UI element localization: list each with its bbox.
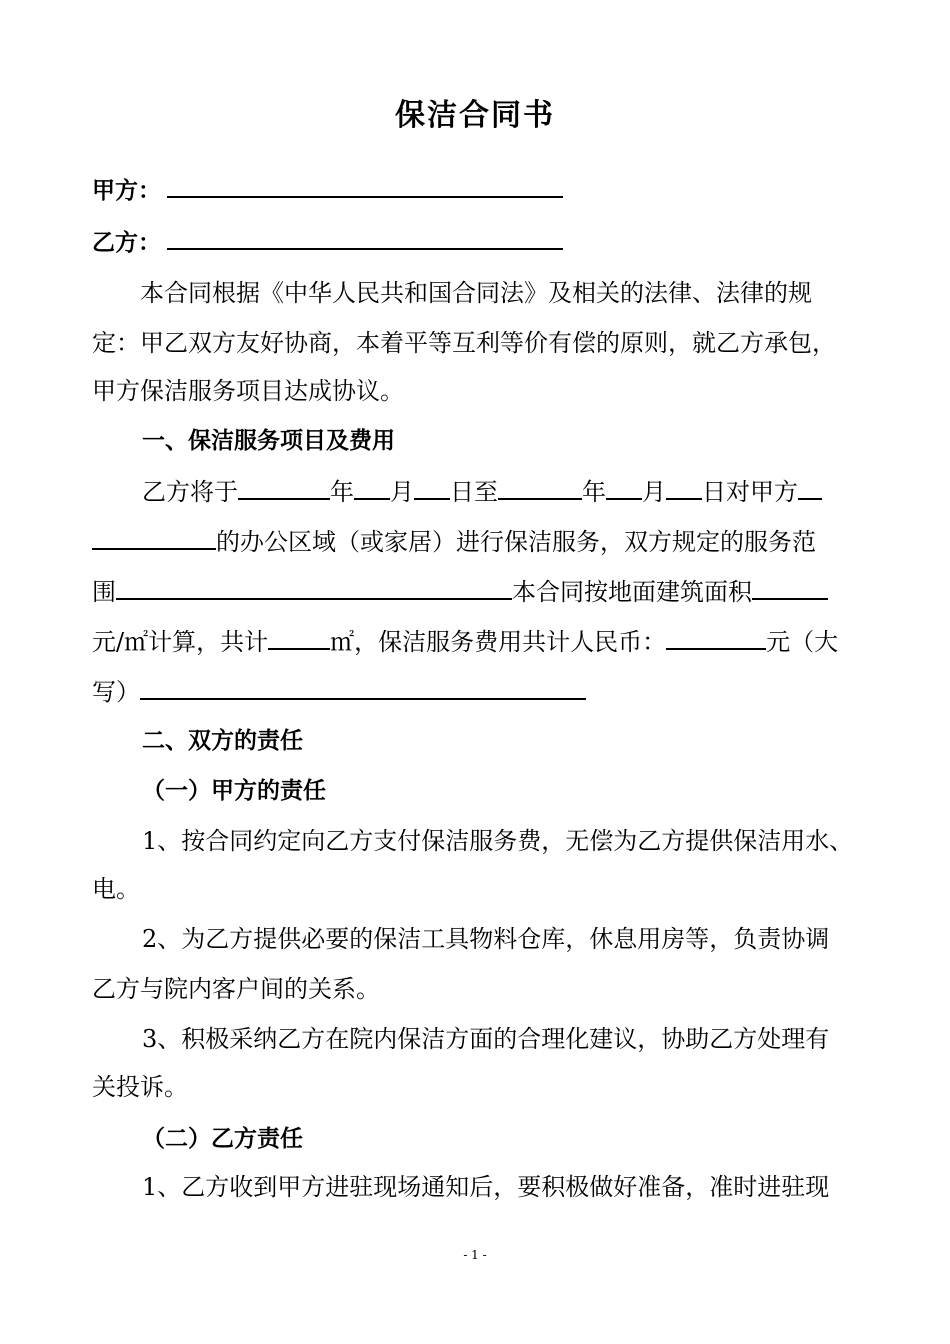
service-period-line (142, 474, 822, 509)
a-item-1-line-1: 1、按合同约定向乙方支付保洁服务费，无偿为乙方提供保洁用水、 (142, 827, 854, 855)
a-item-1-line-2: 电。 (92, 875, 140, 903)
party-b-row (92, 226, 563, 260)
yuan-big-text: 元（大 (766, 628, 839, 656)
area-text: 本合同按地面建筑面积 (512, 578, 752, 606)
section2-sub-b: （二）乙方责任 (142, 1126, 303, 1152)
fee-amount-blank (666, 624, 766, 650)
year-text-2: 年 (582, 478, 606, 506)
a-item-3-line-2: 关投诉。 (92, 1073, 188, 1101)
section2-sub-a: （一）甲方的责任 (142, 778, 326, 804)
end-year-blank (498, 474, 582, 500)
party-a-name-blank-end (92, 524, 216, 550)
start-year-blank (238, 474, 330, 500)
party-a-name-blank-start (798, 474, 822, 500)
write-line (92, 674, 586, 709)
total-area-text: ㎡，保洁服务费用共计人民币： (330, 628, 667, 656)
fee-line (92, 624, 838, 659)
month-text: 月 (390, 478, 414, 506)
office-line (92, 524, 816, 559)
write-text: 写） (92, 678, 140, 706)
section1-heading: 一、保洁服务项目及费用 (142, 428, 395, 454)
party-a-row (92, 174, 563, 208)
intro-line-3: 甲方保洁服务项目达成协议。 (92, 377, 404, 405)
office-text: 的办公区域（或家居）进行保洁服务，双方规定的服务范 (216, 528, 816, 556)
unit-price-text: 元/㎡计算，共计 (92, 628, 269, 656)
end-day-blank (666, 474, 702, 500)
scope-line (92, 574, 828, 609)
scope-blank (116, 574, 512, 600)
document-title: 保洁合同书 (395, 98, 555, 133)
b-item-1-line-1: 1、乙方收到甲方进驻现场通知后，要积极做好准备，准时进驻现 (142, 1173, 830, 1201)
area-blank (752, 574, 828, 600)
start-month-blank (354, 474, 390, 500)
scope-text: 围 (92, 578, 116, 606)
a-item-3-line-1: 3、积极采纳乙方在院内保洁方面的合理化建议，协助乙方处理有 (142, 1025, 830, 1053)
day-to-party-text: 日对甲方 (702, 478, 798, 506)
party-a-blank (167, 174, 563, 198)
a-item-2-line-2: 乙方与院内客户间的关系。 (92, 975, 380, 1003)
day-to-text: 日至 (450, 478, 498, 506)
fee-words-blank (140, 674, 586, 700)
party-b-blank (167, 226, 563, 250)
year-text: 年 (330, 478, 354, 506)
intro-line-1: 本合同根据《中华人民共和国合同法》及相关的法律、法律的规 (140, 279, 812, 307)
prefix-text: 乙方将于 (142, 478, 238, 506)
page-number: - 1 - (463, 1248, 487, 1262)
month-text-2: 月 (642, 478, 666, 506)
intro-line-2: 定：甲乙双方友好协商，本着平等互利等价有偿的原则，就乙方承包， (92, 329, 836, 357)
party-b-label: 乙方： (92, 230, 161, 256)
end-month-blank (606, 474, 642, 500)
total-area-blank (268, 624, 330, 650)
a-item-2-line-1: 2、为乙方提供必要的保洁工具物料仓库，休息用房等，负责协调 (142, 925, 830, 953)
start-day-blank (414, 474, 450, 500)
party-a-label: 甲方： (92, 178, 161, 204)
section2-heading: 二、双方的责任 (142, 728, 303, 754)
